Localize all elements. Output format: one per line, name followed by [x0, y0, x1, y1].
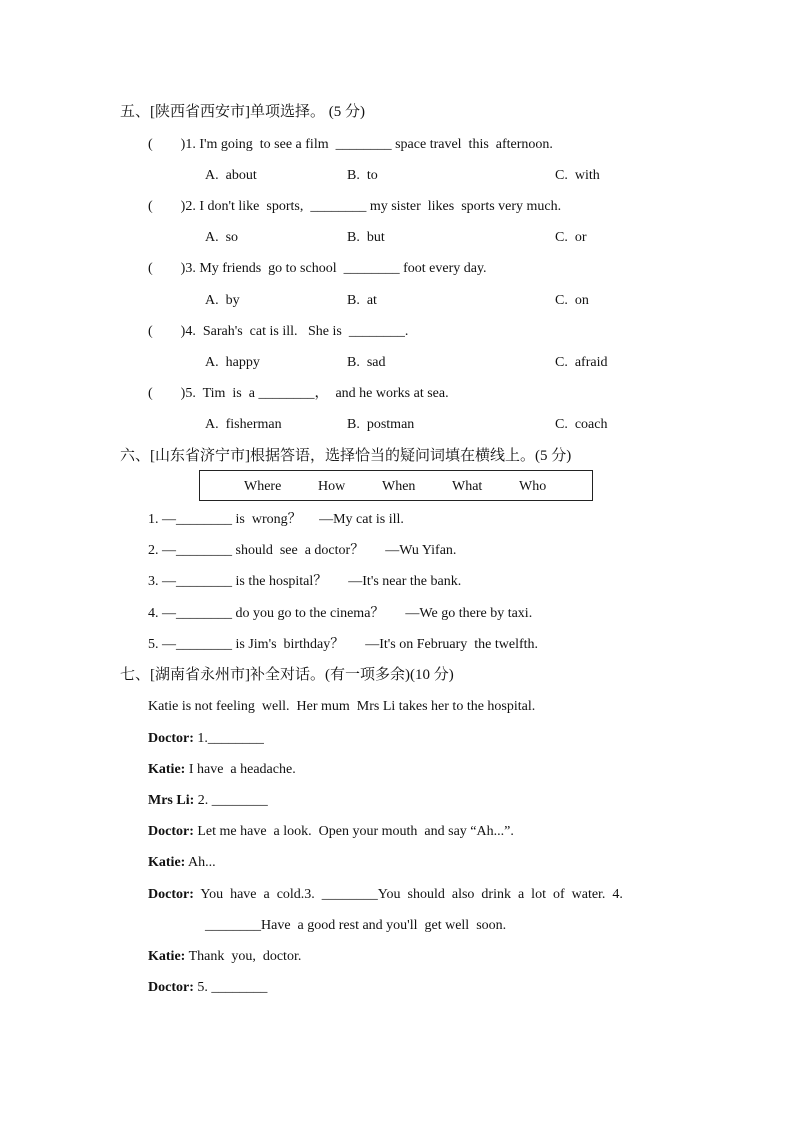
q4-option-b: B. sad [347, 355, 386, 370]
dialogue-text: 5. ________ [193, 980, 268, 995]
q5-option-c: C. coach [555, 417, 608, 432]
q1-option-b: B. to [347, 168, 378, 183]
speaker-label: Katie: [148, 855, 186, 870]
dialogue-line [148, 948, 301, 966]
q4-option-c: C. afraid [555, 355, 608, 370]
q3-option-b: B. at [347, 293, 377, 308]
q3-option-a: A. by [205, 293, 240, 308]
q3-option-c: C. on [555, 293, 589, 308]
section-7-title: 七、[湖南省永州市]补全对话。(有一项多余)(10 分) [120, 667, 454, 683]
q2-option-a: A. so [205, 230, 239, 245]
section-6-title: 六、[山东省济宁市]根据答语，选择恰当的疑问词填在横线上。(5 分) [120, 448, 572, 464]
dialogue-text: ________Have a good rest and you'll get well soon. [205, 918, 507, 933]
speaker-label: Katie: [148, 949, 186, 964]
dialogue-text: 2. ________ [194, 793, 268, 808]
q1-option-c: C. with [555, 168, 600, 183]
dialogue-line [148, 886, 623, 904]
dialogue-line [148, 823, 514, 841]
dialogue-text: You have a cold.3. ________You should also drink a lot of water. 4. [193, 887, 623, 902]
wh-question-4: 4. —________ do you go to the cinema？ —We go there by taxi. [148, 606, 533, 621]
speaker-label: Katie: [148, 762, 186, 777]
wh-question-1: 1. —________ is wrong？ —My cat is ill. [148, 512, 404, 527]
q2-option-c: C. or [555, 230, 587, 245]
q4-option-a: A. happy [205, 355, 260, 370]
dialogue-line [148, 792, 268, 810]
q2-option-b: B. but [347, 230, 385, 245]
dialogue-text: Let me have a look. Open your mouth and say “Ah...”. [193, 824, 514, 839]
dialogue-line [148, 979, 267, 997]
word-where: Where [244, 479, 282, 494]
q5-option-b: B. postman [347, 417, 415, 432]
dialogue-text: Thank you, doctor. [185, 949, 302, 964]
dialogue-text: 1.________ [193, 731, 264, 746]
dialogue-intro: Katie is not feeling well. Her mum Mrs Li takes her to the hospital. [148, 699, 536, 714]
wh-question-2: 2. —________ should see a doctor？ —Wu Yifan. [148, 543, 457, 558]
wh-question-3: 3. —________ is the hospital？ —It's near the bank. [148, 574, 462, 589]
dialogue-line [148, 854, 216, 872]
question-4: ( )4. Sarah's cat is ill. She is ________. [148, 324, 409, 339]
speaker-label: Doctor: [148, 980, 194, 995]
question-1: ( )1. I'm going to see a film ________ space travel this afternoon. [148, 137, 553, 152]
dialogue-line [148, 730, 264, 748]
q5-option-a: A. fisherman [205, 417, 282, 432]
speaker-label: Doctor: [148, 824, 194, 839]
speaker-label: Doctor: [148, 731, 194, 746]
question-5: ( )5. Tim is a ________， and he works at sea. [148, 386, 449, 401]
dialogue-text: Ah... [185, 855, 216, 870]
question-2: ( )2. I don't like sports, ________ my sister likes sports very much. [148, 199, 562, 214]
dialogue-line-continued [205, 917, 506, 935]
word-when: When [382, 479, 416, 494]
word-who: Who [519, 479, 547, 494]
word-how: How [318, 479, 346, 494]
dialogue-text: I have a headache. [185, 762, 296, 777]
section-5-title: 五、[陕西省西安市]单项选择。 (5 分) [120, 104, 365, 120]
wh-question-5: 5. —________ is Jim's birthday？ —It's on February the twelfth. [148, 637, 539, 652]
dialogue-line [148, 761, 296, 779]
q1-option-a: A. about [205, 168, 257, 183]
word-what: What [452, 479, 483, 494]
speaker-label: Mrs Li: [148, 793, 195, 808]
speaker-label: Doctor: [148, 887, 194, 902]
question-3: ( )3. My friends go to school ________ foot every day. [148, 261, 487, 276]
